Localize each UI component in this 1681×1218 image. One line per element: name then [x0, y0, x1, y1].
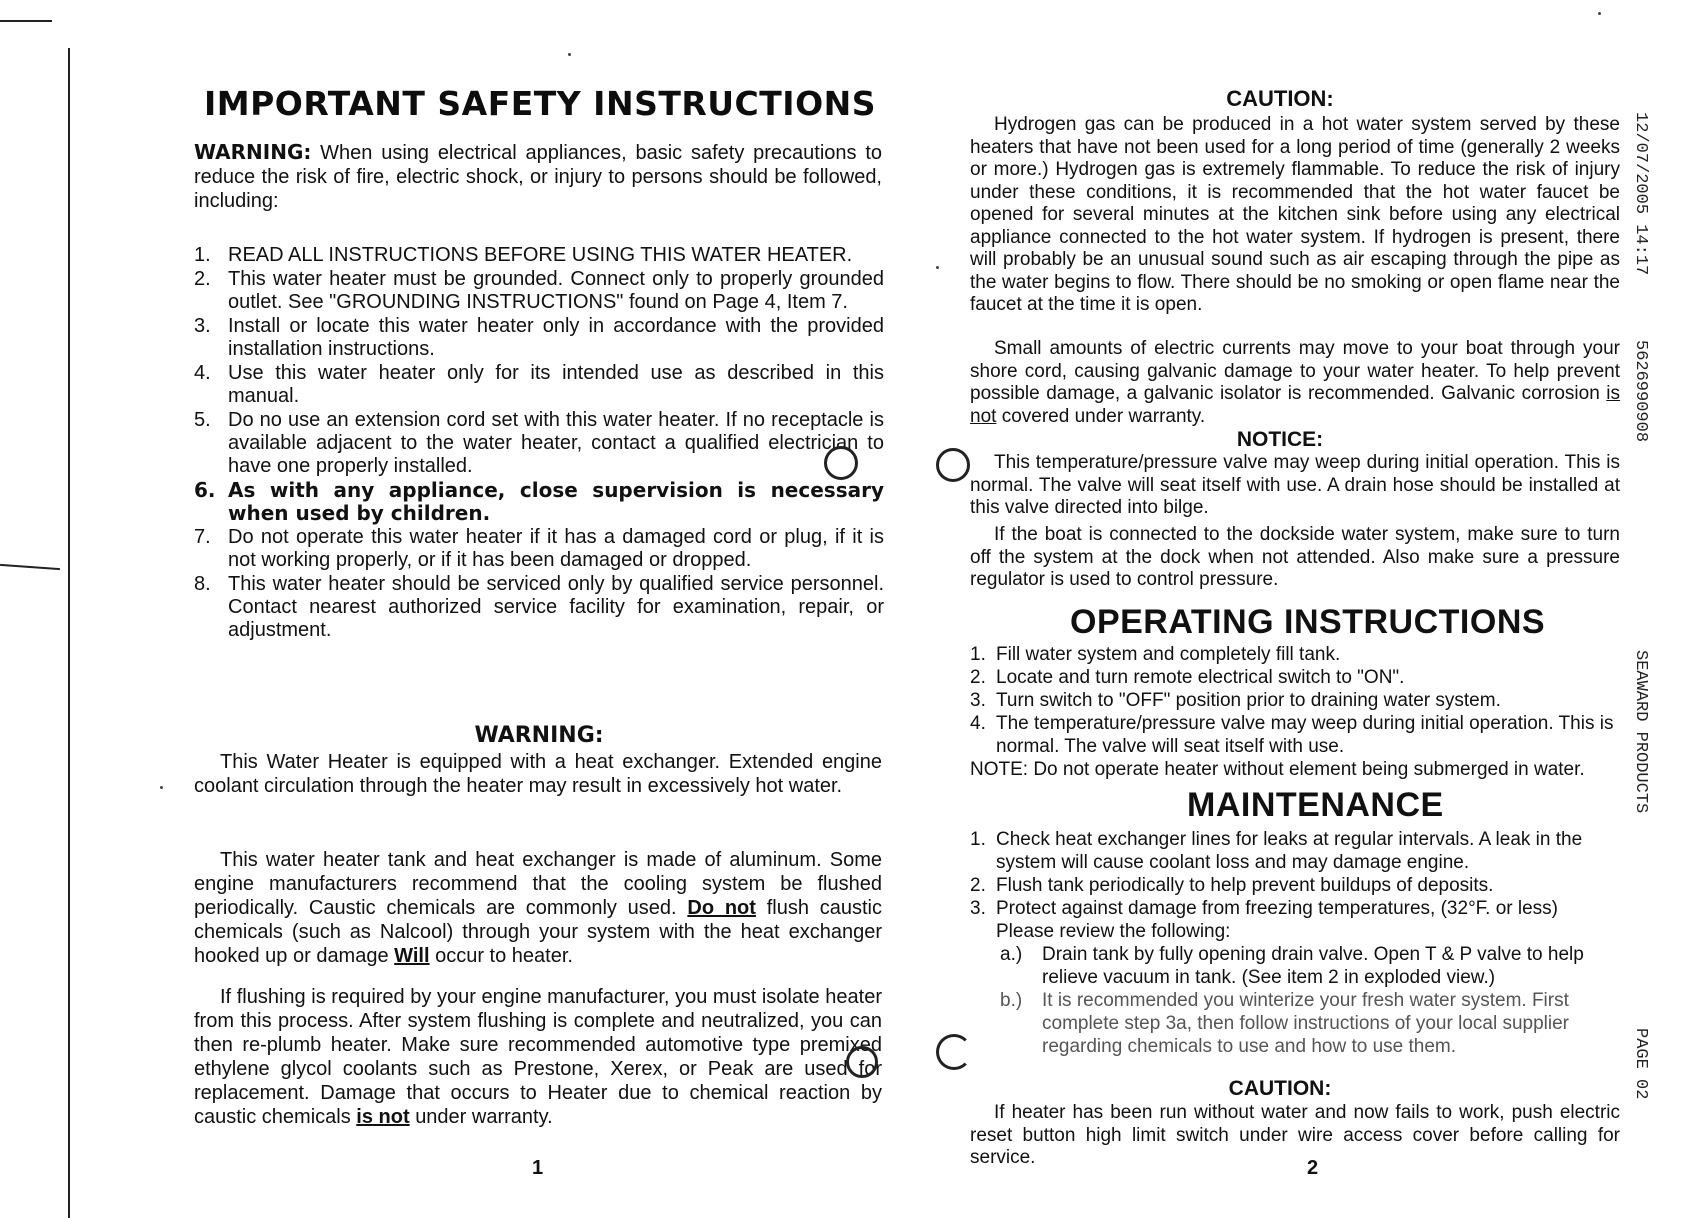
list-item-number: 1.	[970, 644, 986, 665]
list-item-text: This water heater must be grounded. Connect only to properly grounded outlet. See "GROUNDING INSTRUCTIONS" found on Page 4, Item 7.	[228, 268, 884, 313]
caution-heading: CAUTION:	[1226, 86, 1334, 111]
list-item	[970, 828, 1620, 874]
sub-list-item	[996, 989, 1620, 1058]
reset-caution: If heater has been run without water and now fails to work, push electric reset button high limit switch under wire access cover before calling for service.	[970, 1102, 1620, 1168]
list-item-number: 1.	[970, 829, 986, 850]
heat-exchanger-warning: This Water Heater is equipped with a heat exchanger. Extended engine coolant circulation through the heater may result in excessively hot water.	[194, 751, 882, 797]
list-item-text: Do not operate this water heater if it has a damaged cord or plug, if it is not working properly, or if it has been damaged or dropped.	[228, 526, 884, 571]
fax-company: SEAWARD PRODUCTS	[1631, 650, 1650, 814]
list-item-number: 6.	[194, 478, 216, 502]
list-item-number: 7.	[194, 526, 211, 548]
punch-hole-ring	[936, 448, 970, 482]
list-item	[970, 689, 1620, 712]
list-item-text: As with any appliance, close supervision is necessary when used by children.	[228, 478, 884, 525]
maintenance-list	[970, 828, 1620, 1058]
list-item-number: 1.	[194, 244, 211, 266]
list-item-text: Fill water system and completely fill tank.	[996, 644, 1341, 665]
sub-item-text: Drain tank by fully opening drain valve. Open T & P valve to help relieve vacuum in tank. (See item 2 in exploded view.)	[1042, 944, 1584, 988]
galvanic-text-after: covered under warranty.	[1001, 405, 1206, 427]
sub-item-letter: a.)	[1000, 944, 1023, 965]
warning-label: WARNING:	[194, 140, 312, 164]
will-emphasis: Will	[394, 945, 430, 967]
list-item-text: This water heater should be serviced only by qualified service personnel. Contact nearest authorized service facility for examination, repair, or adjustment.	[228, 573, 884, 641]
list-item-text: Check heat exchanger lines for leaks at regular intervals. A leak in the system will cause coolant loss and may damage engine.	[996, 829, 1583, 873]
hydrogen-caution: Hydrogen gas can be produced in a hot water system served by these heaters that have not been used for a long period of time (generally 2 weeks or more.) Hydrogen gas is extremely flammable. To reduce the risk of injury under these conditions, it is recommended that the hot water faucet be opened for several minutes at the kitchen sink before using any electrical appliance connected to the hot water system. If hydrogen is present, there will probably be an unusual sound such as air escaping through the pipe as the water begins to flow. There should be no smoking or open flame near the faucet at the time it is open.	[970, 114, 1620, 315]
list-item-text: Locate and turn remote electrical switch to "ON".	[996, 667, 1405, 688]
list-item-text: Use this water heater only for its intended use as described in this manual.	[228, 362, 884, 407]
page-number: 1	[532, 1157, 544, 1179]
maintenance-sub-list	[996, 943, 1620, 1058]
list-item-text: The temperature/pressure valve may weep during initial operation. This is normal. The valve will seat itself with use.	[996, 713, 1614, 757]
notice-heading: NOTICE:	[1236, 428, 1324, 451]
list-item	[970, 712, 1620, 758]
sub-list-item	[996, 943, 1620, 989]
aluminum-text-after: occur to heater.	[435, 945, 573, 967]
caution-heading-2: CAUTION:	[1228, 1077, 1332, 1100]
flush-text-before: If flushing is required by your engine manufacturer, you must isolate heater from this process. After system flushing is complete and neutralized, you can then re-plumb heater. Make sure recommended automotive type premixed ethylene glycol coolants such as Prestone, Xerex, or Peak are used for replacement. Damage that occurs to Heater due to chemical reaction by caustic chemicals	[194, 986, 882, 1128]
list-item-text: Flush tank periodically to help prevent buildups of deposits.	[996, 875, 1494, 896]
is-not-emphasis: is not	[356, 1106, 410, 1128]
list-item-number: 4.	[194, 362, 211, 384]
list-item	[970, 874, 1620, 897]
list-item-number: 3.	[194, 315, 211, 337]
page-title: IMPORTANT SAFETY INSTRUCTIONS	[204, 84, 877, 123]
sub-item-letter: b.)	[1000, 990, 1023, 1011]
do-not-emphasis: Do not	[687, 897, 756, 919]
flush-text-after: under warranty.	[415, 1106, 553, 1128]
fax-number: 5626990908	[1631, 340, 1650, 443]
dockside-paragraph: If the boat is connected to the dockside water system, make sure to turn off the system at the dock when not attended. Also make sure a pressure regulator is used to control pressure.	[970, 524, 1620, 590]
operating-heading: OPERATING INSTRUCTIONS	[1070, 603, 1546, 641]
operating-list	[970, 643, 1620, 758]
operating-note: NOTE: Do not operate heater without element being submerged in water.	[970, 759, 1585, 780]
sub-item-text: It is recommended you winterize your fresh water system. First complete step 3a, then follow instructions of your local supplier regarding chemicals to use and how to use them.	[1042, 990, 1569, 1057]
list-item-text: Install or locate this water heater only in accordance with the provided installation instructions.	[228, 315, 884, 360]
list-item-text: Turn switch to "OFF" position prior to draining water system.	[996, 690, 1501, 711]
list-item-number: 8.	[194, 573, 211, 595]
list-item-number: 2.	[194, 268, 211, 290]
aluminum-text-before: This water heater tank and heat exchanger is made of aluminum. Some engine manufacturers recommend that the cooling system be flushed periodically. Caustic chemicals are commonly used.	[194, 849, 882, 919]
list-item-number: 4.	[970, 713, 986, 734]
galvanic-text-before: Small amounts of electric currents may move to your boat through your shore cord, causing galvanic damage to your water heater. To help prevent possible damage, a galvanic isolator is recommended. Galvanic corrosion	[970, 338, 1620, 404]
maintenance-heading: MAINTENANCE	[1187, 786, 1444, 824]
fax-date-time: 12/07/2005 14:17	[1631, 112, 1650, 276]
list-item-number: 5.	[194, 409, 211, 431]
warning-heading: WARNING:	[474, 723, 604, 748]
punch-hole-ring	[936, 1034, 972, 1070]
list-item	[970, 643, 1620, 666]
list-item-number: 3.	[970, 690, 986, 711]
list-item	[970, 897, 1620, 1058]
list-item-number: 3.	[970, 898, 986, 919]
list-item-number: 2.	[970, 667, 986, 688]
galvanic-paragraph	[970, 338, 1620, 428]
aluminum-text-middle: flush caustic chemicals (such as Nalcool) through your system with the heat exchanger hooked up or damage	[194, 897, 882, 967]
list-item	[970, 666, 1620, 689]
list-item-text: READ ALL INSTRUCTIONS BEFORE USING THIS WATER HEATER.	[228, 244, 853, 266]
page-number-right: 2	[1307, 1157, 1319, 1179]
list-item-text: Protect against damage from freezing temperatures, (32°F. or less) Please review the following:	[996, 898, 1559, 942]
galvanic-is-not: is not	[970, 383, 1621, 427]
list-item-number: 2.	[970, 875, 986, 896]
warning-text: When using electrical appliances, basic safety precautions to reduce the risk of fire, electric shock, or injury to persons should be followed, including:	[194, 142, 882, 212]
valve-notice: This temperature/pressure valve may weep during initial operation. This is normal. The valve will seat itself with use. A drain hose should be installed at this valve directed into bilge.	[970, 452, 1620, 518]
list-item-text: Do no use an extension cord set with this water heater. If no receptacle is available adjacent to the water heater, contact a qualified electrician to have one properly installed.	[228, 409, 884, 477]
fax-page-label: PAGE 02	[1631, 1028, 1650, 1100]
